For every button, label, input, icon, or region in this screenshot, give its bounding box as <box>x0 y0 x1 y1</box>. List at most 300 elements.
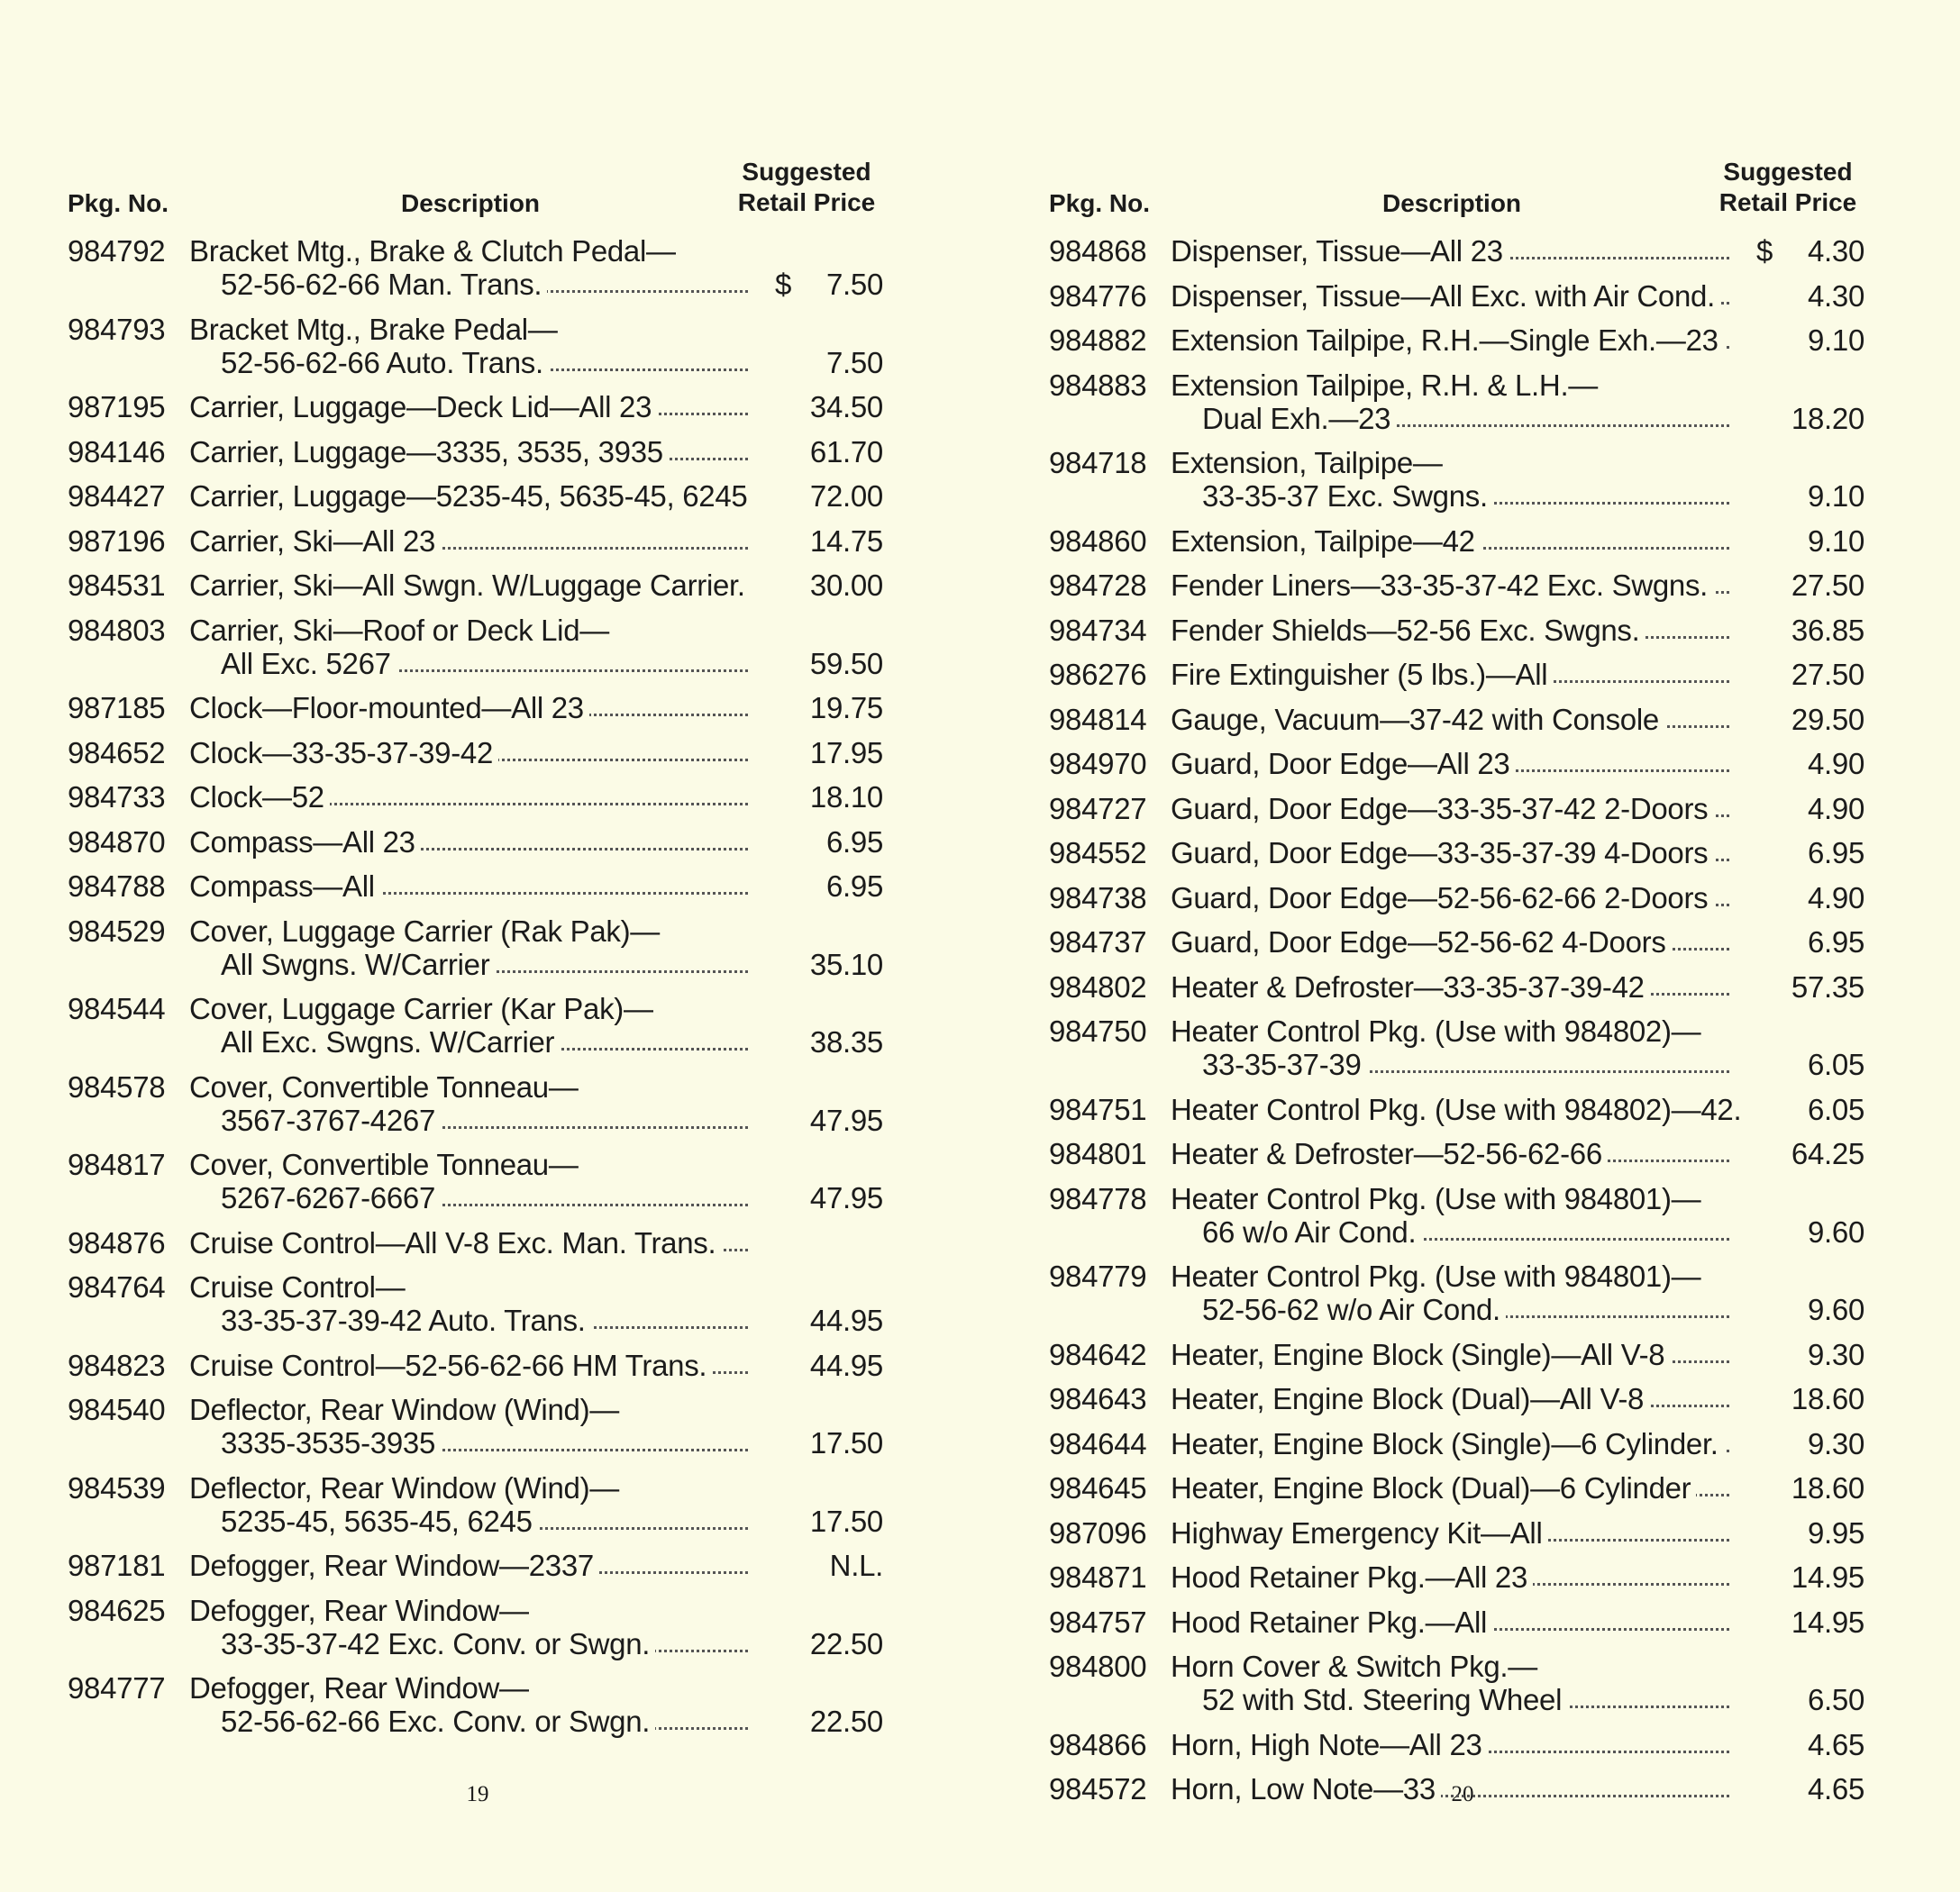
pkg-number: 984544 <box>68 992 166 1025</box>
price <box>1729 234 1864 268</box>
description-text: Heater & Defroster—33-35-37-39-42 <box>1171 970 1650 1004</box>
price <box>1729 1093 1864 1126</box>
table-row <box>1049 1260 1864 1326</box>
pkg-number: 984803 <box>68 613 166 647</box>
description-text: 52-56-62 w/o Air Cond. <box>1202 1293 1506 1326</box>
pkg-number: 984578 <box>68 1069 166 1104</box>
table-row <box>68 992 883 1059</box>
description-text: Dual Exh.—23 <box>1202 402 1396 435</box>
price <box>1729 747 1864 780</box>
price-value: 14.95 <box>1791 1560 1864 1594</box>
price <box>1729 1338 1864 1371</box>
description <box>189 1349 748 1382</box>
price-value: 30.00 <box>809 569 883 602</box>
price-value: 59.50 <box>809 646 883 680</box>
table-row <box>68 736 883 769</box>
price <box>748 346 883 379</box>
pkg-number: 984146 <box>68 434 166 468</box>
pkg-number: 984800 <box>1049 1650 1147 1683</box>
header-description: Description <box>401 189 541 217</box>
price <box>748 524 883 558</box>
price <box>748 268 883 301</box>
description-text: Hood Retainer Pkg.—All 23 <box>1171 1560 1533 1594</box>
price-value: 47.95 <box>809 1103 883 1137</box>
price-value: 6.05 <box>1807 1048 1864 1081</box>
description <box>1171 1471 1729 1505</box>
pkg-number: 987096 <box>1049 1515 1147 1550</box>
page-number: 20 <box>1451 1782 1474 1806</box>
pkg-number: 984642 <box>1049 1337 1147 1371</box>
table-row <box>68 691 883 724</box>
description-text: 3335-3535-3935 <box>221 1426 441 1460</box>
pkg-number: 984802 <box>1049 969 1147 1004</box>
description <box>189 479 748 513</box>
pkg-number: 986276 <box>1049 658 1147 691</box>
table-row <box>68 435 883 468</box>
rows-left <box>68 234 883 1738</box>
price-value: 61.70 <box>809 434 883 468</box>
price <box>748 1025 883 1059</box>
table-row <box>1049 323 1864 357</box>
price-value: N.L. <box>829 1549 883 1582</box>
description <box>1171 658 1729 691</box>
pkg-number: 984529 <box>68 914 166 948</box>
header-description: Description <box>1382 189 1522 217</box>
description <box>1171 1382 1729 1415</box>
price <box>1729 1293 1864 1326</box>
description-text: 33-35-37 Exc. Swgns. <box>1202 479 1493 513</box>
description-line-2 <box>221 1627 748 1660</box>
table-row <box>1049 569 1864 602</box>
pkg-number: 984817 <box>68 1148 166 1181</box>
price-value: 22.50 <box>809 1626 883 1660</box>
price <box>1729 569 1864 602</box>
description <box>189 780 748 814</box>
description-line-1: Cover, Convertible Tonneau— <box>189 1069 579 1104</box>
description-text: 33-35-37-42 Exc. Conv. or Swgn. <box>221 1627 655 1660</box>
description-line-2 <box>221 1304 748 1337</box>
pkg-number: 984625 <box>68 1593 166 1627</box>
table-row <box>68 479 883 513</box>
description-text: 33-35-37-39-42 Auto. Trans. <box>221 1304 591 1337</box>
price-value: 64.25 <box>1791 1137 1864 1170</box>
table-row <box>1049 234 1864 268</box>
table-row <box>68 1349 883 1382</box>
description <box>1171 1560 1729 1594</box>
price-value: 4.30 <box>1807 234 1864 268</box>
description-line-1: Cover, Luggage Carrier (Rak Pak)— <box>189 914 660 948</box>
description <box>189 1549 748 1582</box>
pkg-number: 984718 <box>1049 446 1147 479</box>
price-value: 6.95 <box>825 869 883 903</box>
page-number: 19 <box>466 1782 489 1806</box>
description-text: Dispenser, Tissue—All 23 <box>1171 234 1509 268</box>
table-row <box>68 390 883 423</box>
price <box>1729 1382 1864 1415</box>
table-row <box>1049 836 1864 869</box>
description-text: Clock—52 <box>189 780 330 814</box>
price-value: 9.95 <box>1807 1515 1864 1550</box>
pkg-number: 984868 <box>1049 234 1147 268</box>
description-line-2 <box>1202 1215 1729 1249</box>
description-line-1: Cruise Control— <box>189 1270 406 1304</box>
column-header <box>1049 151 1864 225</box>
table-row <box>1049 658 1864 691</box>
description-line-1: Cover, Luggage Carrier (Kar Pak)— <box>189 992 653 1025</box>
price <box>1729 1605 1864 1639</box>
description-line-2 <box>1202 402 1729 435</box>
price-value: 18.60 <box>1791 1471 1864 1505</box>
pkg-number: 984779 <box>1049 1260 1147 1293</box>
description <box>1171 703 1729 736</box>
table-row <box>1049 1137 1864 1170</box>
table-row <box>68 524 883 558</box>
price-value: 72.00 <box>809 479 883 513</box>
description <box>1171 1338 1729 1371</box>
pkg-number: 984866 <box>1049 1727 1147 1761</box>
description-text: All Exc. 5267 <box>221 647 397 680</box>
price-value: 9.30 <box>1807 1337 1864 1371</box>
dollar-sign: $ <box>775 268 792 301</box>
price <box>1729 1471 1864 1505</box>
price <box>748 647 883 680</box>
price <box>1729 402 1864 435</box>
description-line-1: Extension Tailpipe, R.H. & L.H.— <box>1171 368 1599 402</box>
description-text: Carrier, Luggage—3335, 3535, 3935 <box>189 435 669 468</box>
pkg-number: 984552 <box>1049 836 1147 869</box>
description-line-1: Defogger, Rear Window— <box>189 1593 529 1627</box>
pkg-number: 984733 <box>68 780 166 814</box>
table-row <box>1049 1560 1864 1594</box>
description <box>189 869 748 903</box>
description <box>1171 970 1729 1004</box>
table-row <box>1049 881 1864 914</box>
description-text: Fire Extinguisher (5 lbs.)—All <box>1171 658 1553 691</box>
price <box>748 1181 883 1214</box>
table-row <box>1049 1382 1864 1415</box>
pkg-number: 984645 <box>1049 1471 1147 1505</box>
description-text: Heater, Engine Block (Dual)—All V-8 <box>1171 1382 1649 1415</box>
pkg-number: 984970 <box>1049 747 1147 780</box>
pkg-number: 984823 <box>68 1348 166 1382</box>
description-line-1: Defogger, Rear Window— <box>189 1671 529 1705</box>
pkg-number: 984776 <box>1049 278 1147 313</box>
table-row <box>68 1471 883 1538</box>
pkg-number: 984728 <box>1049 569 1147 602</box>
price <box>748 869 883 903</box>
header-pkg-no: Pkg. No. <box>1049 189 1151 217</box>
price-value: 34.50 <box>809 390 883 423</box>
description-line-2 <box>1202 1293 1729 1326</box>
pkg-number: 984539 <box>68 1470 166 1505</box>
description-line-2 <box>221 268 748 301</box>
price <box>1729 1683 1864 1716</box>
price-value: 9.60 <box>1807 1214 1864 1249</box>
price-value: 4.65 <box>1807 1727 1864 1761</box>
pkg-number: 984540 <box>68 1393 166 1426</box>
description-text: Heater, Engine Block (Single)—6 Cylinder. <box>1171 1427 1724 1460</box>
description-line-1: Heater Control Pkg. (Use with 984802)— <box>1171 1014 1701 1048</box>
price <box>1729 479 1864 513</box>
price-value: 57.35 <box>1791 969 1864 1004</box>
price-value: 27.50 <box>1791 569 1864 602</box>
pkg-number: 984870 <box>68 824 166 859</box>
description-text: Horn, High Note—All 23 <box>1171 1728 1488 1761</box>
description-line-2 <box>221 1025 748 1059</box>
price-value: 6.95 <box>825 824 883 859</box>
table-row <box>68 569 883 602</box>
description <box>1171 569 1729 602</box>
description <box>189 1226 748 1260</box>
description-text: Gauge, Vacuum—37-42 with Console <box>1171 703 1664 736</box>
table-row <box>1049 970 1864 1004</box>
price <box>1729 925 1864 959</box>
price-value: 17.50 <box>809 1504 883 1538</box>
description <box>1171 279 1729 313</box>
price <box>1729 703 1864 736</box>
pkg-number: 987196 <box>68 523 166 558</box>
price-value: 14.95 <box>1791 1605 1864 1639</box>
price <box>748 1104 883 1137</box>
rows-right <box>1049 234 1864 1806</box>
pkg-number: 984643 <box>1049 1382 1147 1415</box>
table-row <box>1049 1014 1864 1081</box>
pkg-number: 987181 <box>68 1549 166 1582</box>
price <box>1729 1048 1864 1081</box>
description <box>1171 792 1729 825</box>
price-value: 47.95 <box>809 1181 883 1214</box>
table-row <box>68 914 883 981</box>
description-text: 52 with Std. Steering Wheel <box>1202 1683 1567 1716</box>
pkg-number: 984777 <box>68 1671 166 1705</box>
price-value: 18.20 <box>1791 401 1864 435</box>
table-row <box>68 780 883 814</box>
price-value: 4.90 <box>1807 791 1864 825</box>
description <box>189 390 748 423</box>
price-value: 35.10 <box>809 947 883 981</box>
price-value: 14.75 <box>809 523 883 558</box>
price-value: 27.50 <box>1791 658 1864 691</box>
table-row <box>1049 1650 1864 1716</box>
price <box>748 780 883 814</box>
table-row <box>1049 614 1864 647</box>
description-line-1: Deflector, Rear Window (Wind)— <box>189 1470 619 1505</box>
price <box>748 1505 883 1538</box>
description-text: Cruise Control—All V-8 Exc. Man. Trans. <box>189 1226 721 1260</box>
pkg-number: 984882 <box>1049 323 1147 357</box>
pkg-number: 984792 <box>68 234 166 268</box>
price <box>1729 1728 1864 1761</box>
price-value: 18.60 <box>1791 1382 1864 1415</box>
price <box>1729 614 1864 647</box>
description <box>1171 836 1729 869</box>
description <box>1171 323 1729 357</box>
pkg-number: 984751 <box>1049 1092 1147 1126</box>
pkg-number: 984727 <box>1049 791 1147 825</box>
table-row <box>68 1671 883 1738</box>
column-header <box>68 151 883 225</box>
price-value: 6.95 <box>1807 925 1864 959</box>
description-line-1: Extension, Tailpipe— <box>1171 446 1443 479</box>
price <box>748 1705 883 1738</box>
page-right <box>980 0 1960 1892</box>
price-list-left <box>68 151 883 1750</box>
description-text: 33-35-37-39 <box>1202 1048 1367 1081</box>
description-line-2 <box>1202 1048 1729 1081</box>
description-line-2 <box>221 948 748 981</box>
pkg-number: 984793 <box>68 312 166 346</box>
price-list-right <box>1049 151 1864 1817</box>
price <box>1729 1215 1864 1249</box>
pkg-number: 984871 <box>1049 1560 1147 1594</box>
table-row <box>1049 703 1864 736</box>
table-row <box>68 869 883 903</box>
description-line-2 <box>1202 479 1729 513</box>
price-value: 9.60 <box>1807 1293 1864 1326</box>
table-row <box>68 1226 883 1260</box>
table-row <box>68 614 883 680</box>
description-text: All Swgns. W/Carrier <box>221 948 495 981</box>
header-pkg-no: Pkg. No. <box>68 189 169 217</box>
description <box>1171 747 1729 780</box>
price-value: 4.65 <box>1807 1772 1864 1806</box>
description-text: Defogger, Rear Window—2337 <box>189 1549 599 1582</box>
description-line-2 <box>221 1505 748 1538</box>
price-value: 6.05 <box>1807 1092 1864 1126</box>
price <box>748 825 883 859</box>
description-line-1: Horn Cover & Switch Pkg.— <box>1171 1650 1537 1683</box>
description <box>1171 614 1729 647</box>
description-text: 52-56-62-66 Man. Trans. <box>221 268 547 301</box>
pkg-number: 984757 <box>1049 1605 1147 1639</box>
description: Carrier, Ski—All Swgn. W/Luggage Carrier. <box>189 569 745 602</box>
description-line-2 <box>221 1104 748 1137</box>
description-text: 3567-3767-4267 <box>221 1104 441 1137</box>
description <box>1171 1427 1729 1460</box>
pkg-number: 984427 <box>68 479 166 513</box>
description-text: Compass—All 23 <box>189 825 421 859</box>
table-row <box>1049 524 1864 558</box>
description <box>189 736 748 769</box>
description-line-2 <box>1202 1683 1729 1716</box>
description: Heater Control Pkg. (Use with 984802)—42. <box>1171 1092 1742 1126</box>
price <box>1729 323 1864 357</box>
price <box>1729 658 1864 691</box>
price <box>1729 970 1864 1004</box>
price-value: 9.10 <box>1807 479 1864 513</box>
price <box>748 1627 883 1660</box>
price-value: 17.95 <box>809 735 883 769</box>
description-text: 5235-45, 5635-45, 6245 <box>221 1505 538 1538</box>
price-value: 6.50 <box>1807 1683 1864 1716</box>
price <box>748 1549 883 1582</box>
price-value: 4.90 <box>1807 880 1864 914</box>
description <box>1171 881 1729 914</box>
price <box>748 736 883 769</box>
price <box>1729 1560 1864 1594</box>
description-text: Guard, Door Edge—33-35-37-39 4-Doors <box>1171 836 1713 869</box>
description-text: Compass—All <box>189 869 380 903</box>
table-row <box>68 1270 883 1337</box>
description-text: Guard, Door Edge—52-56-62-66 2-Doors <box>1171 881 1713 914</box>
description-line-1: Bracket Mtg., Brake & Clutch Pedal— <box>189 234 676 268</box>
price <box>748 1304 883 1337</box>
price-value: 38.35 <box>809 1025 883 1059</box>
pkg-number: 984876 <box>68 1225 166 1260</box>
dollar-sign: $ <box>1756 234 1773 268</box>
description-text: Carrier, Luggage—5235-45, 5635-45, 6245 <box>189 479 748 513</box>
description <box>1171 1728 1729 1761</box>
description-text: All Exc. Swgns. W/Carrier <box>221 1025 560 1059</box>
price-value: 36.85 <box>1791 613 1864 647</box>
description-text: Extension Tailpipe, R.H.—Single Exh.—23 <box>1171 323 1724 357</box>
table-row <box>1049 1516 1864 1550</box>
table-row <box>68 1549 883 1582</box>
price <box>748 1426 883 1460</box>
price <box>1729 524 1864 558</box>
description <box>1171 1137 1729 1170</box>
description <box>1171 234 1729 268</box>
table-row <box>1049 747 1864 780</box>
description-line-1: Deflector, Rear Window (Wind)— <box>189 1393 619 1426</box>
table-row <box>68 313 883 379</box>
description <box>189 524 748 558</box>
description-text: Clock—33-35-37-39-42 <box>189 736 498 769</box>
description-text: Fender Shields—52-56 Exc. Swgns. <box>1171 614 1645 647</box>
pkg-number: 984652 <box>68 735 166 769</box>
description <box>1171 1605 1729 1639</box>
price-value: 7.50 <box>825 268 883 301</box>
pkg-number: 984778 <box>1049 1181 1147 1215</box>
description-text: Carrier, Luggage—Deck Lid—All 23 <box>189 390 657 423</box>
header-price: Suggested Retail Price <box>1718 158 1857 216</box>
table-row <box>1049 1728 1864 1761</box>
price <box>748 1349 883 1382</box>
description-text: 66 w/o Air Cond. <box>1202 1215 1421 1249</box>
table-row <box>68 1070 883 1137</box>
description-text: 5267-6267-6667 <box>221 1181 441 1214</box>
description-line-2 <box>221 1705 748 1738</box>
description-line-2 <box>221 1426 748 1460</box>
pkg-number: 984738 <box>1049 880 1147 914</box>
price-value: 4.90 <box>1807 747 1864 780</box>
price-value: 9.30 <box>1807 1426 1864 1460</box>
price <box>1729 792 1864 825</box>
description-text: Carrier, Ski—All 23 <box>189 524 441 558</box>
pkg-number: 987195 <box>68 390 166 423</box>
price-value: 9.10 <box>1807 523 1864 558</box>
description-line-1: Bracket Mtg., Brake Pedal— <box>189 312 558 346</box>
description <box>189 825 748 859</box>
price <box>1729 279 1864 313</box>
pkg-number: 984737 <box>1049 925 1147 959</box>
description-text: 52-56-62-66 Auto. Trans. <box>221 346 549 379</box>
pkg-number: 984750 <box>1049 1014 1147 1048</box>
pkg-number: 984860 <box>1049 523 1147 558</box>
description-text: Guard, Door Edge—33-35-37-42 2-Doors <box>1171 792 1713 825</box>
price-value: 18.10 <box>809 780 883 814</box>
price <box>748 948 883 981</box>
description-text: Cruise Control—52-56-62-66 HM Trans. <box>189 1349 712 1382</box>
description-text: Heater, Engine Block (Dual)—6 Cylinder <box>1171 1471 1696 1505</box>
description <box>189 691 748 724</box>
description-text: Clock—Floor-mounted—All 23 <box>189 691 589 724</box>
price-value: 29.50 <box>1791 702 1864 736</box>
price <box>748 569 883 602</box>
price <box>748 435 883 468</box>
table-row <box>1049 368 1864 435</box>
description-text: 52-56-62-66 Exc. Conv. or Swgn. <box>221 1705 655 1738</box>
